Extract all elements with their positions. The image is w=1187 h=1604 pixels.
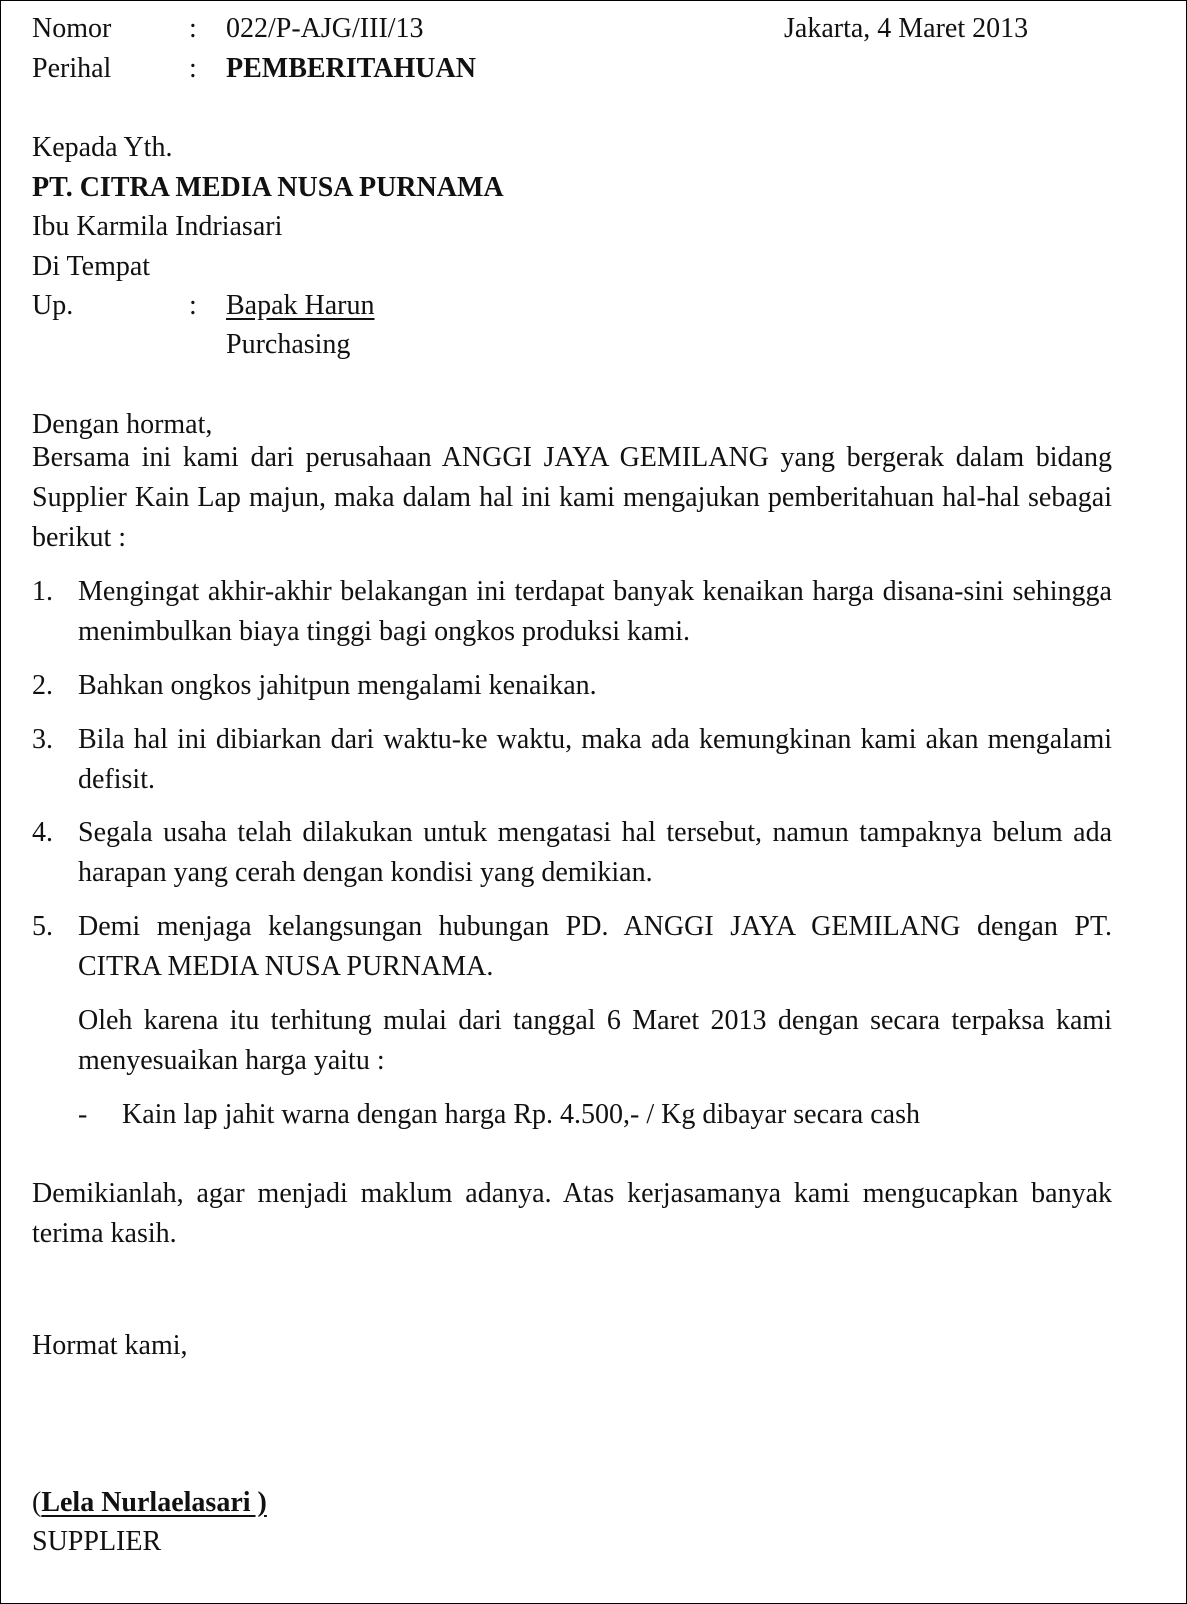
regards: Hormat kami,: [32, 1330, 188, 1361]
recipient-place: Di Tempat: [32, 251, 151, 282]
open-paren: (: [32, 1487, 42, 1518]
perihal-label: Perihal: [32, 53, 112, 84]
item-number: 1.: [32, 576, 53, 607]
up-dept: Purchasing: [226, 329, 351, 360]
up-colon: :: [189, 290, 197, 321]
list-item: Demi menjaga kelangsungan hubungan PD. ANGGI JAYA GEMILANG dengan PT. CITRA MEDIA NUSA PURNAMA.: [78, 911, 1112, 982]
signature-block: [32, 1483, 267, 1523]
item-number: 2.: [32, 670, 53, 701]
nomor-colon: :: [189, 13, 197, 44]
recipient-company: PT. CITRA MEDIA NUSA PURNAMA: [32, 172, 504, 203]
perihal-value: PEMBERITAHUAN: [226, 53, 476, 84]
nomor-value: 022/P-AJG/III/13: [226, 13, 424, 44]
item-number: 4.: [32, 817, 53, 848]
follow-up-paragraph: Oleh karena itu terhitung mulai dari tanggal 6 Maret 2013 dengan secara terpaksa kami menyesuaikan harga yaitu :: [78, 1005, 1112, 1076]
recipient-person: Ibu Karmila Indriasari: [32, 211, 283, 242]
item-number: 3.: [32, 724, 53, 755]
intro-paragraph: Bersama ini kami dari perusahaan ANGGI JAYA GEMILANG yang bergerak dalam bidang Supplier Kain Lap majun, maka dalam hal ini kami mengajukan pemberitahuan hal-hal sebagai berikut :: [32, 442, 1112, 553]
bullet-dash: -: [78, 1099, 88, 1130]
list-item: Segala usaha telah dilakukan untuk mengatasi hal tersebut, namun tampaknya belum ada harapan yang cerah dengan kondisi yang demikian.: [78, 817, 1112, 888]
list-item: Bahkan ongkos jahitpun mengalami kenaikan.: [78, 670, 597, 701]
signatory-title: SUPPLIER: [32, 1526, 162, 1557]
signatory-name: Lela Nurlaelasari ): [41, 1487, 267, 1518]
salutation: Dengan hormat,: [32, 409, 213, 440]
up-label: Up.: [32, 290, 74, 321]
list-item: Mengingat akhir-akhir belakangan ini terdapat banyak kenaikan harga disana-sini sehingga menimbulkan biaya tinggi bagi ongkos produksi kami.: [78, 576, 1112, 647]
place-date: Jakarta, 4 Maret 2013: [784, 13, 1029, 44]
bullet-text: Kain lap jahit warna dengan harga Rp. 4.500,- / Kg dibayar secara cash: [122, 1099, 920, 1130]
item-number: 5.: [32, 911, 53, 942]
up-name: Bapak Harun: [226, 290, 375, 321]
recipient-greeting: Kepada Yth.: [32, 132, 173, 163]
closing-paragraph: Demikianlah, agar menjadi maklum adanya. Atas kerjasamanya kami mengucapkan banyak terima kasih.: [32, 1178, 1112, 1249]
list-item: Bila hal ini dibiarkan dari waktu-ke waktu, maka ada kemungkinan kami akan mengalami defisit.: [78, 724, 1112, 795]
perihal-colon: :: [189, 53, 197, 84]
nomor-label: Nomor: [32, 13, 112, 44]
